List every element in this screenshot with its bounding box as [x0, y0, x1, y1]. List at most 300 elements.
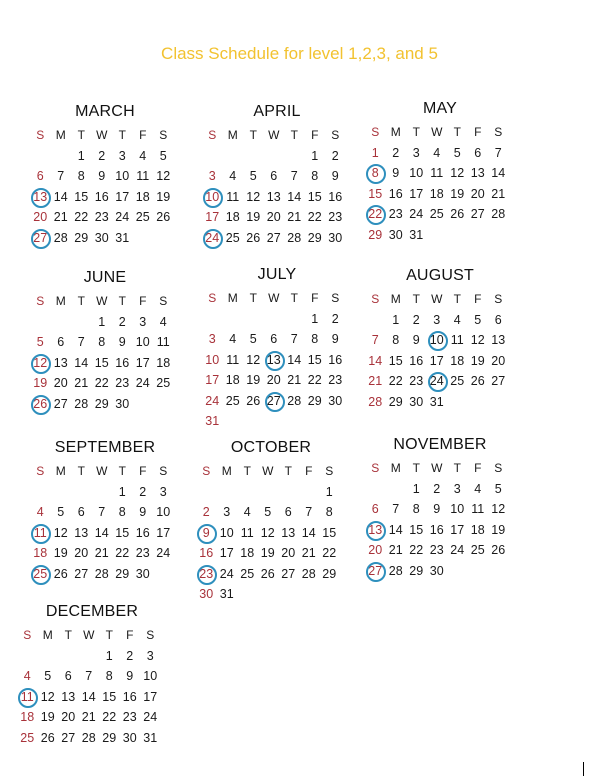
month-june: [30, 269, 180, 414]
day-cell: [284, 309, 305, 330]
day-cell: [264, 411, 285, 432]
day-cell: 1: [118, 484, 126, 499]
day-cell: 31: [115, 230, 130, 245]
day-cell: 11: [240, 525, 254, 540]
month-name: APRIL: [253, 103, 301, 120]
day-cell: 2: [331, 311, 339, 326]
month-march: [30, 103, 180, 248]
weekday-header: S: [331, 128, 340, 143]
weekday-header: M: [390, 461, 401, 476]
day-cell: 19: [33, 376, 48, 391]
day-cell: 27: [61, 730, 76, 745]
day-cell: 15: [368, 186, 383, 201]
day-cell: 9: [118, 335, 126, 350]
day-cell: 8: [118, 505, 126, 520]
weekday-header: T: [453, 461, 461, 476]
day-cell: 26: [491, 543, 506, 558]
weekday-header: S: [146, 628, 155, 643]
day-cell: 7: [305, 505, 313, 520]
day-cell: [284, 411, 305, 432]
day-cell: [305, 411, 326, 432]
weekday-header: T: [64, 628, 72, 643]
month-name: OCTOBER: [230, 439, 312, 456]
day-cell: 27: [74, 566, 89, 581]
weekday-header: T: [118, 464, 126, 479]
day-cell: 21: [94, 546, 109, 561]
month-name: JULY: [257, 266, 297, 283]
day-cell: 3: [159, 484, 167, 499]
day-cell: 18: [156, 355, 171, 370]
day-cell: 2: [118, 314, 126, 329]
day-cell: [488, 225, 509, 246]
day-cell: 30: [409, 394, 424, 409]
day-cell: 7: [77, 335, 85, 350]
day-cell: 29: [368, 227, 383, 242]
day-cell: [133, 394, 154, 415]
day-cell: 25: [30, 564, 51, 585]
day-cell: 9: [196, 523, 217, 544]
day-cell: 27: [365, 561, 386, 582]
day-cell: 9: [331, 169, 339, 184]
weekday-header: T: [453, 292, 461, 307]
day-cell: 16: [409, 353, 424, 368]
day-cell: 25: [225, 230, 240, 245]
day-cell: 4: [139, 148, 147, 163]
day-cell: 12: [30, 353, 51, 374]
day-cell: 25: [135, 210, 150, 225]
day-cell: 21: [74, 376, 89, 391]
month-table: [202, 288, 346, 432]
month-name: DECEMBER: [45, 603, 139, 620]
day-cell: 16: [429, 522, 444, 537]
day-cell: 16: [388, 186, 403, 201]
day-cell: 25: [20, 730, 35, 745]
day-cell: 14: [287, 189, 302, 204]
day-cell: [365, 310, 386, 331]
day-cell: 1: [105, 648, 113, 663]
day-cell: [258, 482, 279, 503]
day-cell: 3: [139, 314, 147, 329]
weekday-header: M: [221, 464, 232, 479]
day-cell: 7: [290, 332, 298, 347]
weekday-header: S: [371, 461, 380, 476]
day-cell: 11: [226, 352, 240, 367]
day-cell: [258, 584, 279, 605]
weekday-header: M: [42, 628, 53, 643]
day-cell: 4: [453, 312, 461, 327]
day-cell: 3: [118, 148, 126, 163]
day-cell: 6: [64, 669, 72, 684]
day-cell: 11: [226, 189, 240, 204]
month-name: MAY: [422, 100, 458, 117]
day-cell: 5: [264, 505, 272, 520]
weekday-header: F: [139, 294, 147, 309]
month-august: [365, 267, 515, 412]
day-cell: 19: [450, 186, 465, 201]
weekday-header: F: [311, 291, 319, 306]
day-cell: 26: [246, 230, 261, 245]
month-july: [202, 266, 352, 432]
day-cell: 30: [199, 587, 214, 602]
day-cell: 22: [102, 710, 117, 725]
day-cell: 15: [307, 189, 322, 204]
day-cell: 9: [139, 505, 147, 520]
day-cell: [488, 561, 509, 582]
day-cell: 18: [20, 710, 35, 725]
weekday-header: T: [118, 128, 126, 143]
day-cell: 18: [470, 522, 485, 537]
day-cell: [447, 561, 468, 582]
weekday-header: S: [202, 464, 211, 479]
day-cell: 22: [74, 210, 89, 225]
day-cell: 18: [33, 546, 48, 561]
day-cell: [51, 482, 72, 503]
day-cell: 17: [115, 189, 130, 204]
day-cell: 1: [77, 148, 85, 163]
day-cell: 12: [246, 352, 261, 367]
weekday-header: T: [412, 125, 420, 140]
weekday-header: M: [55, 464, 66, 479]
weekday-header: T: [453, 125, 461, 140]
day-cell: [92, 482, 113, 503]
day-cell: 27: [491, 374, 506, 389]
day-cell: 20: [368, 543, 383, 558]
day-cell: 24: [202, 228, 223, 249]
day-cell: 14: [74, 355, 89, 370]
day-cell: 20: [266, 210, 281, 225]
day-cell: 13: [365, 520, 386, 541]
day-cell: 24: [205, 393, 220, 408]
day-cell: 4: [229, 169, 237, 184]
month-table: [365, 122, 509, 245]
day-cell: 18: [225, 210, 240, 225]
day-cell: 2: [98, 148, 106, 163]
day-cell: 7: [57, 169, 65, 184]
day-cell: 15: [388, 353, 403, 368]
day-cell: 10: [409, 166, 424, 181]
day-cell: 20: [74, 546, 89, 561]
weekday-header: W: [431, 125, 443, 140]
month-name: SEPTEMBER: [54, 439, 156, 456]
day-cell: 24: [427, 371, 448, 392]
weekday-header: F: [474, 292, 482, 307]
weekday-header: F: [305, 464, 313, 479]
weekday-header: S: [36, 294, 45, 309]
month-table: [365, 458, 509, 581]
day-cell: [468, 225, 489, 246]
day-cell: 26: [260, 566, 275, 581]
day-cell: 24: [219, 566, 234, 581]
day-cell: 22: [388, 374, 403, 389]
day-cell: [30, 312, 51, 333]
weekday-header: S: [36, 128, 45, 143]
day-cell: 12: [450, 166, 465, 181]
day-cell: 10: [143, 669, 158, 684]
day-cell: 2: [126, 648, 134, 663]
day-cell: [71, 482, 92, 503]
day-cell: [153, 228, 174, 249]
day-cell: 17: [156, 525, 171, 540]
day-cell: 1: [392, 312, 400, 327]
month-table: [17, 625, 161, 748]
day-cell: 8: [98, 335, 106, 350]
month-december: [17, 603, 167, 748]
day-cell: 19: [156, 189, 171, 204]
day-cell: 13: [264, 350, 285, 371]
day-cell: 30: [115, 396, 130, 411]
day-cell: 20: [61, 710, 76, 725]
day-cell: 28: [287, 230, 302, 245]
day-cell: 23: [196, 564, 217, 585]
weekday-header: M: [55, 128, 66, 143]
day-cell: [30, 482, 51, 503]
day-cell: [386, 479, 407, 500]
month-table: [30, 461, 174, 584]
day-cell: 23: [409, 374, 424, 389]
day-cell: [243, 309, 264, 330]
day-cell: 24: [143, 710, 158, 725]
day-cell: 13: [281, 525, 296, 540]
day-cell: 3: [223, 505, 231, 520]
day-cell: [243, 411, 264, 432]
day-cell: 22: [322, 546, 337, 561]
day-cell: 22: [94, 376, 109, 391]
day-cell: 15: [115, 525, 130, 540]
day-cell: 21: [287, 210, 302, 225]
day-cell: 14: [94, 525, 109, 540]
day-cell: 5: [453, 145, 461, 160]
day-cell: 19: [491, 522, 506, 537]
day-cell: 4: [433, 145, 441, 160]
day-cell: [202, 309, 223, 330]
day-cell: 30: [135, 566, 150, 581]
weekday-header: W: [96, 464, 108, 479]
day-cell: 9: [98, 169, 106, 184]
day-cell: 13: [470, 166, 485, 181]
day-cell: 28: [94, 566, 109, 581]
day-cell: 5: [474, 312, 482, 327]
day-cell: 22: [365, 204, 386, 225]
day-cell: 16: [135, 525, 150, 540]
day-cell: 14: [491, 166, 506, 181]
day-cell: 24: [135, 376, 150, 391]
day-cell: [30, 146, 51, 167]
day-cell: 14: [388, 522, 403, 537]
month-october: [196, 439, 346, 605]
day-cell: 15: [307, 352, 322, 367]
day-cell: 10: [205, 352, 220, 367]
day-cell: 16: [115, 355, 130, 370]
day-cell: 14: [368, 353, 383, 368]
day-cell: 17: [205, 373, 220, 388]
weekday-header: T: [77, 464, 85, 479]
day-cell: 9: [392, 166, 400, 181]
day-cell: 21: [287, 373, 302, 388]
day-cell: 23: [388, 207, 403, 222]
day-cell: 2: [139, 484, 147, 499]
weekday-header: T: [77, 294, 85, 309]
day-cell: 7: [85, 669, 93, 684]
day-cell: 11: [30, 523, 51, 544]
day-cell: 8: [105, 669, 113, 684]
weekday-header: F: [474, 461, 482, 476]
day-cell: 3: [453, 481, 461, 496]
weekday-header: T: [412, 292, 420, 307]
weekday-header: S: [371, 125, 380, 140]
day-cell: 22: [307, 210, 322, 225]
day-cell: 1: [311, 148, 319, 163]
day-cell: 2: [392, 145, 400, 160]
day-cell: 16: [199, 546, 214, 561]
day-cell: 26: [470, 374, 485, 389]
day-cell: 29: [388, 394, 403, 409]
day-cell: 3: [146, 648, 154, 663]
day-cell: 14: [81, 689, 96, 704]
day-cell: 11: [471, 502, 485, 517]
day-cell: 1: [311, 311, 319, 326]
weekday-header: M: [390, 292, 401, 307]
day-cell: 20: [33, 210, 48, 225]
weekday-header: S: [23, 628, 32, 643]
day-cell: 15: [322, 525, 337, 540]
day-cell: 8: [311, 169, 319, 184]
day-cell: 30: [328, 393, 343, 408]
day-cell: 3: [208, 332, 216, 347]
month-name: MARCH: [75, 103, 135, 120]
day-cell: 8: [412, 502, 420, 517]
day-cell: 9: [412, 333, 420, 348]
day-cell: 26: [53, 566, 68, 581]
day-cell: 29: [94, 396, 109, 411]
day-cell: 4: [159, 314, 167, 329]
day-cell: 2: [331, 148, 339, 163]
day-cell: 6: [77, 505, 85, 520]
weekday-header: S: [159, 294, 168, 309]
weekday-header: T: [77, 128, 85, 143]
day-cell: 10: [219, 525, 234, 540]
day-cell: 31: [219, 587, 234, 602]
day-cell: 24: [115, 210, 130, 225]
day-cell: 18: [135, 189, 150, 204]
day-cell: [447, 392, 468, 413]
day-cell: 10: [115, 169, 130, 184]
day-cell: 28: [388, 563, 403, 578]
day-cell: 13: [30, 187, 51, 208]
month-september: [30, 439, 180, 584]
day-cell: 27: [264, 391, 285, 412]
day-cell: 12: [260, 525, 275, 540]
day-cell: 14: [301, 525, 316, 540]
day-cell: [237, 482, 258, 503]
day-cell: 1: [412, 481, 420, 496]
day-cell: 6: [270, 332, 278, 347]
day-cell: 26: [246, 393, 261, 408]
day-cell: 6: [36, 169, 44, 184]
month-april: [202, 103, 352, 248]
day-cell: [447, 225, 468, 246]
day-cell: 17: [205, 210, 220, 225]
day-cell: 25: [225, 393, 240, 408]
day-cell: 20: [281, 546, 296, 561]
day-cell: 17: [219, 546, 234, 561]
day-cell: [468, 392, 489, 413]
day-cell: [51, 146, 72, 167]
day-cell: [299, 584, 320, 605]
day-cell: 17: [409, 186, 424, 201]
weekday-header: S: [494, 461, 503, 476]
weekday-header: M: [390, 125, 401, 140]
day-cell: 27: [281, 566, 296, 581]
day-cell: 9: [433, 502, 441, 517]
day-cell: 4: [36, 505, 44, 520]
day-cell: 28: [301, 566, 316, 581]
day-cell: [223, 309, 244, 330]
weekday-header: W: [268, 291, 280, 306]
day-cell: 15: [74, 189, 89, 204]
day-cell: 16: [328, 189, 343, 204]
day-cell: 27: [53, 396, 68, 411]
day-cell: 29: [322, 566, 337, 581]
day-cell: 8: [311, 332, 319, 347]
weekday-header: W: [96, 294, 108, 309]
day-cell: [153, 564, 174, 585]
day-cell: [196, 482, 217, 503]
day-cell: 20: [491, 353, 506, 368]
day-cell: 10: [135, 335, 150, 350]
day-cell: 28: [491, 207, 506, 222]
day-cell: [237, 584, 258, 605]
day-cell: 5: [249, 169, 257, 184]
day-cell: 13: [53, 355, 68, 370]
day-cell: 25: [470, 543, 485, 558]
day-cell: [223, 146, 244, 167]
day-cell: 19: [246, 210, 261, 225]
day-cell: 7: [371, 333, 379, 348]
weekday-header: S: [36, 464, 45, 479]
day-cell: 23: [122, 710, 137, 725]
weekday-header: S: [159, 128, 168, 143]
text-cursor: [583, 762, 584, 776]
weekday-header: T: [290, 128, 298, 143]
day-cell: 31: [143, 730, 158, 745]
day-cell: [278, 482, 299, 503]
day-cell: 10: [202, 187, 223, 208]
day-cell: 7: [98, 505, 106, 520]
month-name: AUGUST: [406, 267, 474, 284]
day-cell: 18: [450, 353, 465, 368]
day-cell: 29: [307, 230, 322, 245]
weekday-header: T: [243, 464, 251, 479]
day-cell: [468, 561, 489, 582]
day-cell: 25: [156, 376, 171, 391]
day-cell: 4: [229, 332, 237, 347]
month-table: [30, 291, 174, 414]
day-cell: 23: [94, 210, 109, 225]
weekday-header: T: [284, 464, 292, 479]
weekday-header: M: [55, 294, 66, 309]
day-cell: 29: [409, 563, 424, 578]
day-cell: [153, 394, 174, 415]
day-cell: 2: [433, 481, 441, 496]
day-cell: 27: [266, 230, 281, 245]
day-cell: 30: [328, 230, 343, 245]
day-cell: 27: [470, 207, 485, 222]
day-cell: 19: [470, 353, 485, 368]
day-cell: 3: [433, 312, 441, 327]
day-cell: 8: [77, 169, 85, 184]
day-cell: 2: [202, 505, 210, 520]
day-cell: 12: [470, 333, 485, 348]
